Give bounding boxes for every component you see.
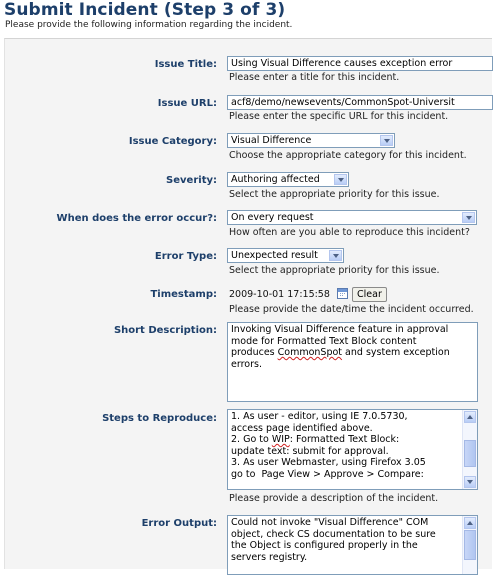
misspelled-word: CommonSpot [277, 347, 343, 358]
error-output-scrollbar[interactable] [462, 516, 477, 574]
text-fragment: and system exception [342, 347, 450, 358]
chevron-down-icon[interactable] [462, 212, 475, 223]
incident-form [4, 38, 492, 569]
steps-scrollbar[interactable] [462, 410, 477, 489]
text-line: go to Page View > Approve > Compare: [231, 468, 424, 480]
scroll-thumb[interactable] [464, 440, 476, 467]
chevron-down-icon[interactable] [380, 135, 393, 146]
text-fragment: : Formatted Text Block: [289, 434, 400, 445]
scroll-up-icon[interactable] [464, 517, 476, 529]
issue-title-input[interactable]: Using Visual Difference causes exception error [227, 56, 493, 71]
text-line: servers registry. [231, 551, 308, 563]
steps-label: Steps to Reproduce: [102, 413, 217, 424]
text-line: update text: submit for approval. [231, 445, 389, 457]
clear-button[interactable]: Clear [352, 287, 387, 302]
occurrence-help: How often are you able to reproduce this incident? [229, 227, 470, 238]
text-line: Invoking Visual Difference feature in approval [231, 324, 449, 335]
page-title: Submit Incident (Step 3 of 3) [4, 0, 286, 20]
timestamp-label: Timestamp: [150, 289, 217, 300]
issue-category-value: Visual Difference [231, 135, 312, 146]
severity-help: Select the appropriate priority for this issue. [229, 189, 440, 200]
error-output-textarea[interactable] [227, 515, 478, 575]
occurrence-label: When does the error occur?: [56, 213, 217, 224]
scroll-down-icon[interactable] [464, 476, 476, 488]
scroll-up-icon[interactable] [464, 411, 476, 423]
steps-textarea[interactable] [227, 409, 478, 490]
issue-title-help: Please enter a title for this incident. [229, 72, 400, 83]
text-line: 1. As user - editor, using IE 7.0.5730, [231, 411, 408, 422]
page-subtitle: Please provide the following information regarding the incident. [5, 20, 293, 30]
timestamp-help: Please provide the date/time the incident occurred. [229, 304, 474, 315]
text-line [231, 434, 459, 446]
occurrence-value: On every request [231, 212, 314, 223]
severity-value: Authoring affected [231, 174, 320, 185]
severity-label: Severity: [166, 175, 217, 186]
issue-category-label: Issue Category: [128, 136, 217, 147]
issue-title-label: Issue Title: [154, 59, 217, 70]
text-line: mode for Formatted Text Block content [231, 335, 417, 347]
chevron-down-icon[interactable] [334, 174, 347, 185]
short-description-label: Short Description: [113, 325, 217, 336]
chevron-down-icon[interactable] [329, 250, 342, 261]
timestamp-value: 2009-10-01 17:15:58 [229, 289, 330, 300]
error-type-value: Unexpected result [231, 250, 318, 261]
error-output-label: Error Output: [141, 518, 217, 529]
misspelled-word: WIP [271, 434, 290, 445]
short-description-textarea[interactable] [227, 322, 478, 402]
issue-url-label: Issue URL: [157, 98, 217, 109]
text-fragment: 2. Go to [231, 434, 272, 445]
error-type-select[interactable] [227, 248, 344, 263]
error-type-help: Select the appropriate priority for this issue. [229, 265, 440, 276]
text-line [231, 347, 474, 359]
issue-category-help: Choose the appropriate category for this incident. [229, 150, 467, 161]
text-line: object, check CS documentation to be sure [231, 528, 436, 540]
text-line: the Object is configured properly in the [231, 540, 418, 551]
occurrence-select[interactable] [227, 210, 477, 225]
error-type-label: Error Type: [154, 251, 217, 262]
scroll-thumb[interactable] [464, 530, 476, 560]
text-fragment: produces [231, 347, 278, 358]
text-line: Could not invoke "Visual Difference" COM [231, 517, 429, 528]
severity-select[interactable] [227, 172, 349, 187]
issue-url-help: Please enter the specific URL for this incident. [229, 111, 449, 122]
steps-help: Please provide a description of the incident. [229, 493, 439, 504]
issue-url-input[interactable]: acf8/demo/newsevents/CommonSpot-Universit [227, 95, 493, 110]
calendar-icon[interactable] [337, 288, 348, 299]
text-line: errors. [231, 358, 262, 370]
text-line: access page identified above. [231, 422, 373, 434]
text-line: 3. As user Webmaster, using Firefox 3.05 [231, 457, 426, 468]
issue-category-select[interactable] [227, 133, 395, 148]
